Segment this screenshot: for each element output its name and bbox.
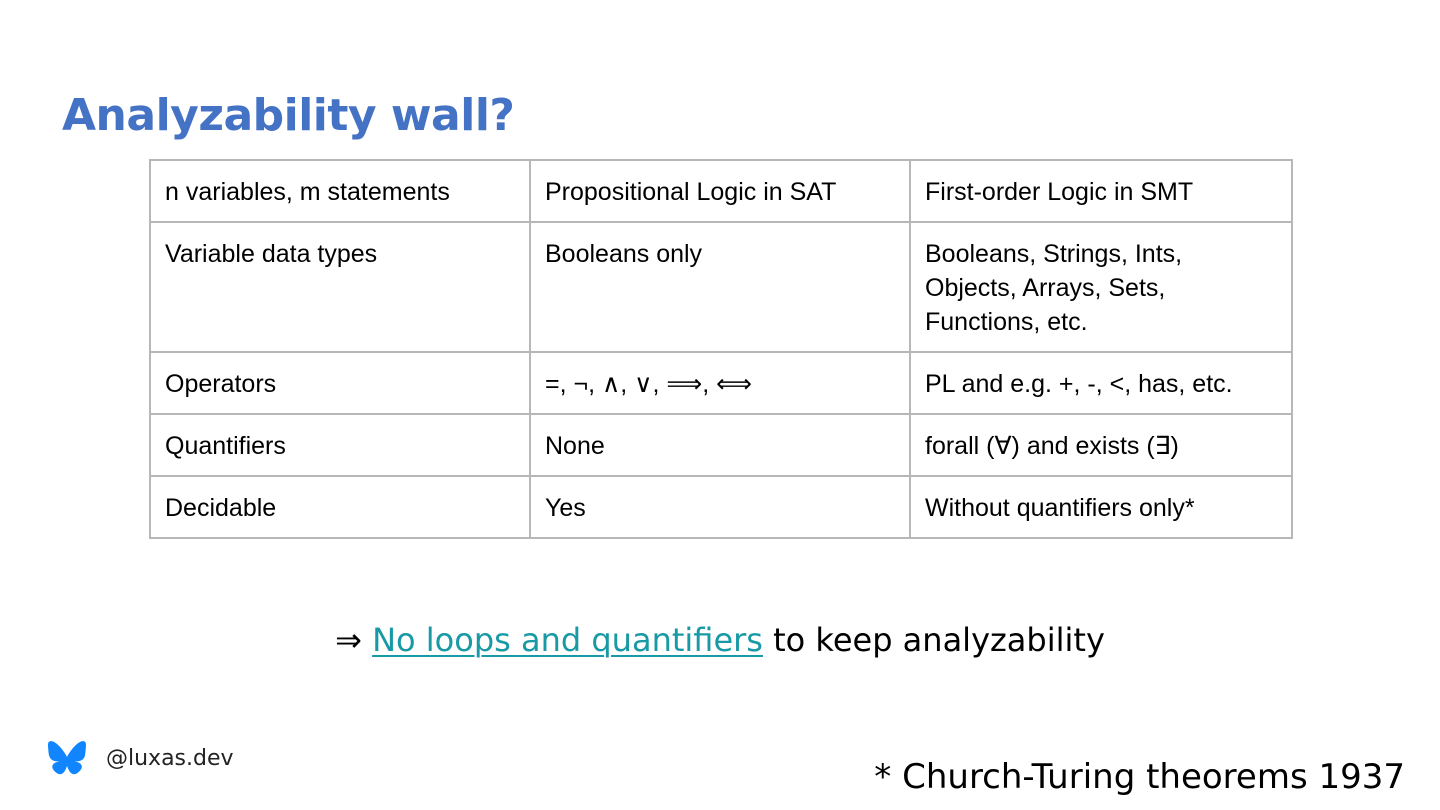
footer-handle xyxy=(48,738,234,778)
table-cell: None xyxy=(530,414,910,476)
table-cell: Booleans, Strings, Ints, Objects, Arrays, Sets, Functions, etc. xyxy=(910,222,1292,352)
table-cell: forall (∀) and exists (∃) xyxy=(910,414,1292,476)
table-cell: Booleans only xyxy=(530,222,910,352)
table-cell: n variables, m statements xyxy=(150,160,530,222)
comparison-table xyxy=(149,159,1293,539)
implies-arrow: ⇒ xyxy=(335,621,362,659)
table-row xyxy=(150,352,1292,414)
butterfly-shape xyxy=(48,741,86,774)
footnote: * Church-Turing theorems 1937 xyxy=(874,757,1405,797)
table-row xyxy=(150,476,1292,538)
butterfly-icon xyxy=(48,741,86,775)
table-row xyxy=(150,160,1292,222)
table-cell: Variable data types xyxy=(150,222,530,352)
table-cell: =, ¬, ∧, ∨, ⟹, ⟺ xyxy=(530,352,910,414)
table-cell: Without quantifiers only* xyxy=(910,476,1292,538)
table-cell: Quantifiers xyxy=(150,414,530,476)
conclusion-line xyxy=(0,612,1440,668)
no-loops-link[interactable]: No loops and quantifiers xyxy=(372,621,763,659)
slide-title: Analyzability wall? xyxy=(62,90,515,141)
table-cell: Operators xyxy=(150,352,530,414)
table-cell: Yes xyxy=(530,476,910,538)
table-cell: PL and e.g. +, -, <, has, etc. xyxy=(910,352,1292,414)
table-row xyxy=(150,414,1292,476)
table-cell: First-order Logic in SMT xyxy=(910,160,1292,222)
table-row xyxy=(150,222,1292,352)
table-cell: Propositional Logic in SAT xyxy=(530,160,910,222)
author-handle: @luxas.dev xyxy=(106,745,234,771)
table-cell: Decidable xyxy=(150,476,530,538)
conclusion-rest: to keep analyzability xyxy=(773,621,1105,659)
